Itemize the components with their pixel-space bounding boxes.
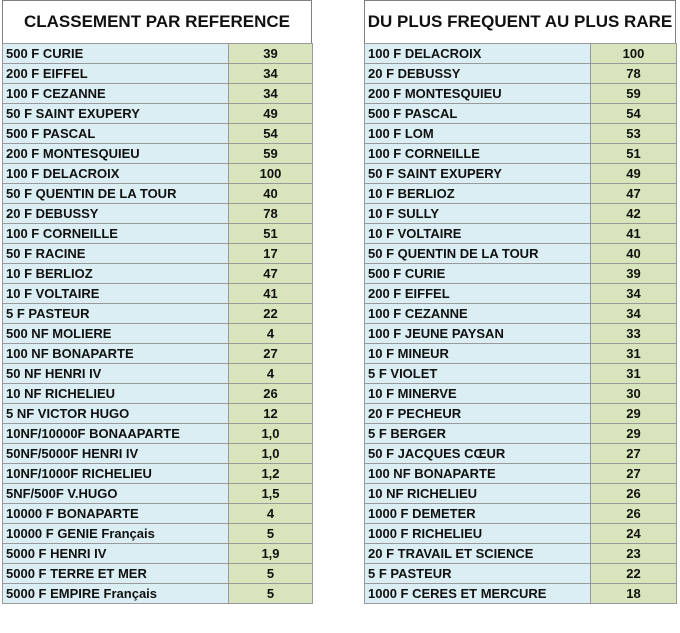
banknote-name-cell: 10 NF RICHELIEU bbox=[365, 484, 591, 504]
banknote-name-cell: 10NF/10000F BONAAPARTE bbox=[3, 424, 229, 444]
table-row bbox=[3, 324, 313, 344]
frequency-value-cell: 34 bbox=[591, 284, 677, 304]
table-row bbox=[365, 264, 677, 284]
banknote-name-cell: 500 F PASCAL bbox=[365, 104, 591, 124]
banknote-name-cell: 500 F CURIE bbox=[3, 44, 229, 64]
reference-ranking-panel bbox=[2, 0, 312, 604]
banknote-name-cell: 10 F MINERVE bbox=[365, 384, 591, 404]
table-row bbox=[365, 204, 677, 224]
banknote-name-cell: 100 F DELACROIX bbox=[3, 164, 229, 184]
banknote-name-cell: 1000 F CERES ET MERCURE bbox=[365, 584, 591, 604]
table-row bbox=[365, 544, 677, 564]
frequency-value-cell: 1,9 bbox=[229, 544, 313, 564]
table-row bbox=[365, 164, 677, 184]
frequency-value-cell: 4 bbox=[229, 504, 313, 524]
banknote-name-cell: 50 NF HENRI IV bbox=[3, 364, 229, 384]
banknote-name-cell: 100 F JEUNE PAYSAN bbox=[365, 324, 591, 344]
table-row bbox=[3, 304, 313, 324]
frequency-value-cell: 49 bbox=[591, 164, 677, 184]
frequency-value-cell: 41 bbox=[229, 284, 313, 304]
frequency-value-cell: 47 bbox=[229, 264, 313, 284]
table-row bbox=[365, 304, 677, 324]
frequency-value-cell: 59 bbox=[591, 84, 677, 104]
banknote-name-cell: 500 NF MOLIERE bbox=[3, 324, 229, 344]
frequency-value-cell: 27 bbox=[229, 344, 313, 364]
table-row bbox=[365, 564, 677, 584]
banknote-name-cell: 5000 F EMPIRE Français bbox=[3, 584, 229, 604]
table-row bbox=[365, 184, 677, 204]
frequency-value-cell: 4 bbox=[229, 324, 313, 344]
frequency-value-cell: 54 bbox=[229, 124, 313, 144]
frequency-value-cell: 40 bbox=[591, 244, 677, 264]
banknote-name-cell: 100 F LOM bbox=[365, 124, 591, 144]
table-row bbox=[3, 384, 313, 404]
frequency-value-cell: 100 bbox=[229, 164, 313, 184]
frequency-value-cell: 22 bbox=[229, 304, 313, 324]
table-row bbox=[365, 224, 677, 244]
table-row bbox=[3, 544, 313, 564]
frequency-value-cell: 31 bbox=[591, 344, 677, 364]
frequency-value-cell: 1,0 bbox=[229, 444, 313, 464]
table-row bbox=[365, 364, 677, 384]
reference-ranking-body bbox=[3, 44, 313, 604]
frequency-ranking-table bbox=[364, 43, 677, 604]
banknote-name-cell: 5NF/500F V.HUGO bbox=[3, 484, 229, 504]
frequency-value-cell: 34 bbox=[229, 84, 313, 104]
frequency-ranking-body bbox=[365, 44, 677, 604]
banknote-name-cell: 10NF/1000F RICHELIEU bbox=[3, 464, 229, 484]
banknote-name-cell: 500 F PASCAL bbox=[3, 124, 229, 144]
frequency-value-cell: 31 bbox=[591, 364, 677, 384]
table-row bbox=[365, 384, 677, 404]
frequency-value-cell: 30 bbox=[591, 384, 677, 404]
frequency-value-cell: 18 bbox=[591, 584, 677, 604]
table-row bbox=[365, 244, 677, 264]
banknote-name-cell: 100 F CORNEILLE bbox=[3, 224, 229, 244]
banknote-name-cell: 10000 F GENIE Français bbox=[3, 524, 229, 544]
table-row bbox=[365, 484, 677, 504]
table-row bbox=[365, 524, 677, 544]
frequency-value-cell: 51 bbox=[591, 144, 677, 164]
reference-ranking-table bbox=[2, 43, 313, 604]
table-row bbox=[365, 464, 677, 484]
table-row bbox=[365, 324, 677, 344]
banknote-name-cell: 200 F EIFFEL bbox=[3, 64, 229, 84]
frequency-value-cell: 59 bbox=[229, 144, 313, 164]
frequency-value-cell: 23 bbox=[591, 544, 677, 564]
frequency-value-cell: 29 bbox=[591, 404, 677, 424]
frequency-value-cell: 27 bbox=[591, 464, 677, 484]
banknote-name-cell: 5 F PASTEUR bbox=[365, 564, 591, 584]
frequency-value-cell: 5 bbox=[229, 564, 313, 584]
table-row bbox=[3, 84, 313, 104]
table-row bbox=[3, 264, 313, 284]
banknote-name-cell: 50 F JACQUES CŒUR bbox=[365, 444, 591, 464]
frequency-value-cell: 4 bbox=[229, 364, 313, 384]
frequency-value-cell: 34 bbox=[591, 304, 677, 324]
frequency-value-cell: 12 bbox=[229, 404, 313, 424]
banknote-name-cell: 200 F MONTESQUIEU bbox=[365, 84, 591, 104]
table-row bbox=[365, 144, 677, 164]
table-row bbox=[3, 44, 313, 64]
frequency-value-cell: 53 bbox=[591, 124, 677, 144]
frequency-value-cell: 39 bbox=[591, 264, 677, 284]
frequency-value-cell: 54 bbox=[591, 104, 677, 124]
banknote-name-cell: 100 F CEZANNE bbox=[365, 304, 591, 324]
banknote-name-cell: 200 F EIFFEL bbox=[365, 284, 591, 304]
table-row bbox=[3, 464, 313, 484]
table-row bbox=[365, 344, 677, 364]
frequency-value-cell: 1,2 bbox=[229, 464, 313, 484]
banknote-name-cell: 10 F SULLY bbox=[365, 204, 591, 224]
table-row bbox=[365, 44, 677, 64]
table-row bbox=[3, 104, 313, 124]
frequency-value-cell: 22 bbox=[591, 564, 677, 584]
table-row bbox=[3, 64, 313, 84]
frequency-value-cell: 51 bbox=[229, 224, 313, 244]
frequency-value-cell: 40 bbox=[229, 184, 313, 204]
banknote-name-cell: 20 F TRAVAIL ET SCIENCE bbox=[365, 544, 591, 564]
table-row bbox=[365, 84, 677, 104]
table-row bbox=[3, 224, 313, 244]
banknote-name-cell: 1000 F RICHELIEU bbox=[365, 524, 591, 544]
frequency-value-cell: 78 bbox=[591, 64, 677, 84]
banknote-name-cell: 50 F SAINT EXUPERY bbox=[365, 164, 591, 184]
table-row bbox=[3, 124, 313, 144]
table-row bbox=[365, 404, 677, 424]
frequency-value-cell: 26 bbox=[591, 504, 677, 524]
frequency-value-cell: 33 bbox=[591, 324, 677, 344]
banknote-name-cell: 5000 F TERRE ET MER bbox=[3, 564, 229, 584]
frequency-value-cell: 26 bbox=[229, 384, 313, 404]
banknote-name-cell: 100 NF BONAPARTE bbox=[365, 464, 591, 484]
table-row bbox=[3, 244, 313, 264]
banknote-name-cell: 20 F DEBUSSY bbox=[3, 204, 229, 224]
table-row bbox=[3, 184, 313, 204]
banknote-name-cell: 5 F PASTEUR bbox=[3, 304, 229, 324]
table-row bbox=[365, 424, 677, 444]
banknote-name-cell: 100 F CEZANNE bbox=[3, 84, 229, 104]
banknote-name-cell: 50 F QUENTIN DE LA TOUR bbox=[365, 244, 591, 264]
banknote-name-cell: 100 F CORNEILLE bbox=[365, 144, 591, 164]
frequency-value-cell: 78 bbox=[229, 204, 313, 224]
banknote-name-cell: 500 F CURIE bbox=[365, 264, 591, 284]
table-row bbox=[3, 284, 313, 304]
table-row bbox=[3, 504, 313, 524]
banknote-name-cell: 1000 F DEMETER bbox=[365, 504, 591, 524]
banknote-name-cell: 10 F MINEUR bbox=[365, 344, 591, 364]
banknote-name-cell: 50 F SAINT EXUPERY bbox=[3, 104, 229, 124]
frequency-value-cell: 39 bbox=[229, 44, 313, 64]
frequency-value-cell: 41 bbox=[591, 224, 677, 244]
table-row bbox=[3, 204, 313, 224]
table-row bbox=[365, 284, 677, 304]
banknote-name-cell: 10 F BERLIOZ bbox=[365, 184, 591, 204]
frequency-value-cell: 17 bbox=[229, 244, 313, 264]
reference-ranking-title: CLASSEMENT PAR REFERENCE bbox=[2, 0, 312, 43]
table-row bbox=[365, 504, 677, 524]
table-row bbox=[3, 444, 313, 464]
table-row bbox=[365, 584, 677, 604]
frequency-ranking-title: DU PLUS FREQUENT AU PLUS RARE bbox=[364, 0, 676, 43]
banknote-name-cell: 5 NF VICTOR HUGO bbox=[3, 404, 229, 424]
table-row bbox=[365, 444, 677, 464]
banknote-name-cell: 10 F BERLIOZ bbox=[3, 264, 229, 284]
table-row bbox=[3, 564, 313, 584]
frequency-value-cell: 26 bbox=[591, 484, 677, 504]
frequency-value-cell: 27 bbox=[591, 444, 677, 464]
frequency-value-cell: 1,0 bbox=[229, 424, 313, 444]
banknote-name-cell: 5000 F HENRI IV bbox=[3, 544, 229, 564]
banknote-name-cell: 200 F MONTESQUIEU bbox=[3, 144, 229, 164]
table-row bbox=[3, 144, 313, 164]
table-row bbox=[3, 164, 313, 184]
table-row bbox=[3, 584, 313, 604]
frequency-value-cell: 49 bbox=[229, 104, 313, 124]
table-row bbox=[3, 484, 313, 504]
banknote-name-cell: 100 NF BONAPARTE bbox=[3, 344, 229, 364]
banknote-name-cell: 10 F VOLTAIRE bbox=[365, 224, 591, 244]
frequency-value-cell: 1,5 bbox=[229, 484, 313, 504]
table-row bbox=[365, 104, 677, 124]
frequency-value-cell: 5 bbox=[229, 584, 313, 604]
frequency-value-cell: 100 bbox=[591, 44, 677, 64]
table-row bbox=[3, 364, 313, 384]
banknote-name-cell: 5 F VIOLET bbox=[365, 364, 591, 384]
table-row bbox=[365, 124, 677, 144]
frequency-value-cell: 29 bbox=[591, 424, 677, 444]
banknote-name-cell: 10 F VOLTAIRE bbox=[3, 284, 229, 304]
banknote-name-cell: 50NF/5000F HENRI IV bbox=[3, 444, 229, 464]
banknote-name-cell: 5 F BERGER bbox=[365, 424, 591, 444]
table-row bbox=[3, 344, 313, 364]
table-row bbox=[3, 524, 313, 544]
frequency-ranking-panel bbox=[364, 0, 676, 604]
frequency-value-cell: 5 bbox=[229, 524, 313, 544]
banknote-name-cell: 20 F PECHEUR bbox=[365, 404, 591, 424]
banknote-name-cell: 50 F RACINE bbox=[3, 244, 229, 264]
frequency-value-cell: 42 bbox=[591, 204, 677, 224]
banknote-name-cell: 50 F QUENTIN DE LA TOUR bbox=[3, 184, 229, 204]
banknote-name-cell: 10000 F BONAPARTE bbox=[3, 504, 229, 524]
table-row bbox=[365, 64, 677, 84]
frequency-value-cell: 47 bbox=[591, 184, 677, 204]
banknote-name-cell: 100 F DELACROIX bbox=[365, 44, 591, 64]
table-row bbox=[3, 424, 313, 444]
table-row bbox=[3, 404, 313, 424]
banknote-name-cell: 10 NF RICHELIEU bbox=[3, 384, 229, 404]
frequency-value-cell: 24 bbox=[591, 524, 677, 544]
frequency-value-cell: 34 bbox=[229, 64, 313, 84]
banknote-name-cell: 20 F DEBUSSY bbox=[365, 64, 591, 84]
